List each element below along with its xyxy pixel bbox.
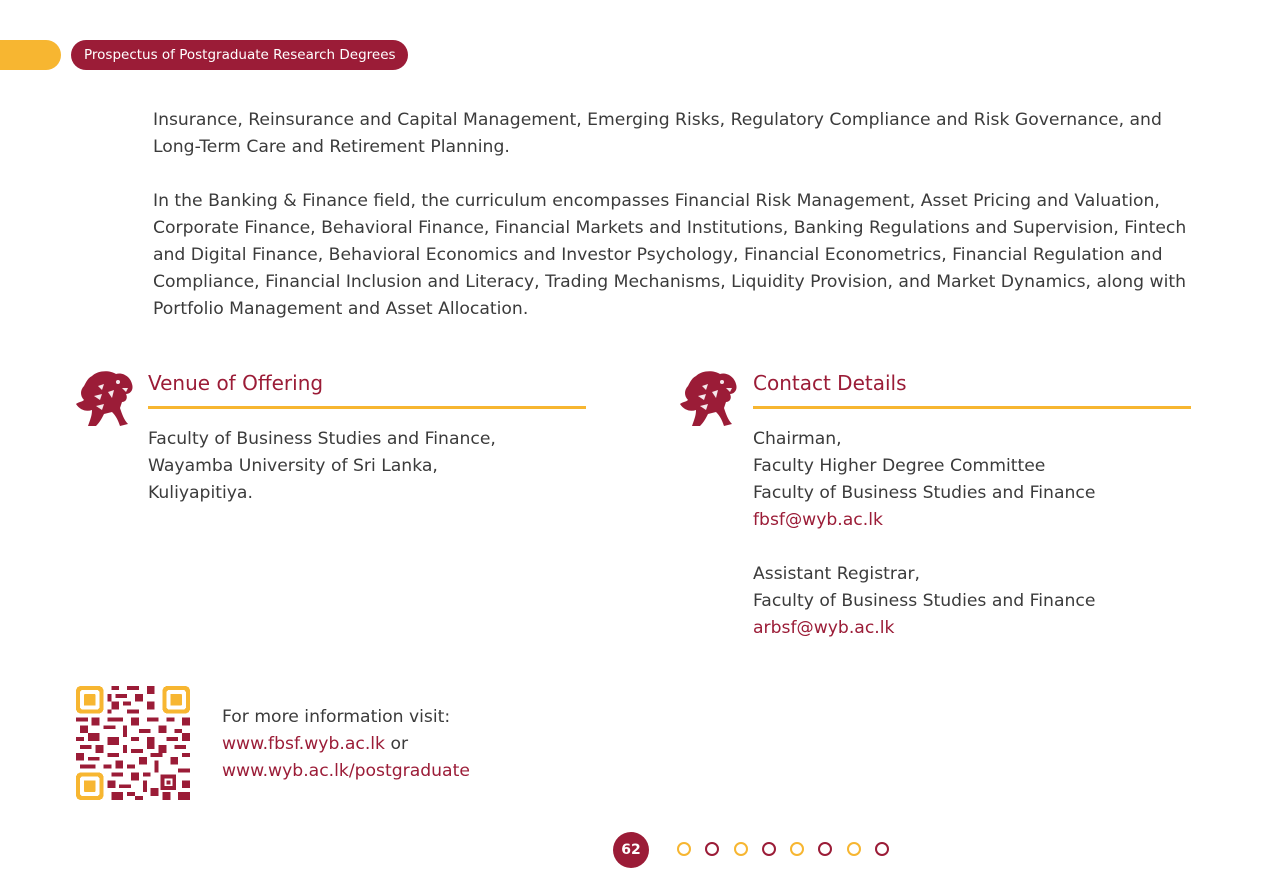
contact-line: Faculty of Business Studies and Finance (753, 483, 1096, 503)
email-link[interactable]: arbsf@wyb.ac.lk (753, 618, 895, 638)
dot-decoration (705, 842, 719, 856)
venue-address (148, 426, 496, 507)
qr-code-icon (76, 686, 190, 800)
contact-line: Assistant Registrar, (753, 564, 921, 584)
dot-decoration (847, 842, 861, 856)
body-paragraph-2: In the Banking & Finance field, the curriculum encompasses Financial Risk Management, Asset Pricing and Valuation, Corporate Finance, Behavioral Finance, Financial Markets and Institutions, Banking Regulations and Supervision, Fintech and Digital Finance, Behavioral Economics and Investor Psychology, Financial Econometrics, Financial Regulation and Compliance, Financial Inclusion and Literacy, Trading Mechanisms, Liquidity Provision, and Market Dynamics, along with Portfolio Management and Asset Allocation. (153, 191, 1187, 319)
body-paragraph-1: Insurance, Reinsurance and Capital Management, Emerging Risks, Regulatory Compliance and Risk Governance, and Long-Term Care and Retirement Planning. (153, 110, 1162, 157)
contact-title: Contact Details (753, 371, 907, 395)
dot-decoration (762, 842, 776, 856)
header-tab-accent (0, 40, 61, 70)
contact-line: Chairman, (753, 429, 842, 449)
dot-decoration (734, 842, 748, 856)
dot-decoration (790, 842, 804, 856)
contact-line: Faculty of Business Studies and Finance (753, 591, 1096, 611)
email-link[interactable]: fbsf@wyb.ac.lk (753, 510, 883, 530)
page-number: 62 (613, 832, 649, 868)
venue-title-underline (148, 406, 586, 409)
contact-block-registrar (753, 561, 1095, 642)
header-title: Prospectus of Postgraduate Research Degrees (71, 40, 408, 70)
venue-line: Faculty of Business Studies and Finance, (148, 429, 496, 449)
dot-decoration (875, 842, 889, 856)
faculty-website-link[interactable]: www.fbsf.wyb.ac.lk (222, 734, 386, 754)
lion-emblem-icon (678, 368, 738, 428)
lion-emblem-icon (74, 368, 134, 428)
venue-title: Venue of Offering (148, 371, 324, 395)
more-info (222, 704, 470, 785)
page-dots-decoration (677, 842, 889, 856)
venue-line: Wayamba University of Sri Lanka, (148, 456, 438, 476)
dot-decoration (677, 842, 691, 856)
venue-line: Kuliyapitiya. (148, 483, 253, 503)
postgraduate-website-link[interactable]: www.wyb.ac.lk/postgraduate (222, 761, 470, 781)
contact-line: Faculty Higher Degree Committee (753, 456, 1046, 476)
dot-decoration (818, 842, 832, 856)
contact-title-underline (753, 406, 1191, 409)
more-info-or: or (385, 734, 409, 754)
contact-block-chairman (753, 426, 1095, 534)
more-info-label: For more information visit: (222, 707, 451, 727)
